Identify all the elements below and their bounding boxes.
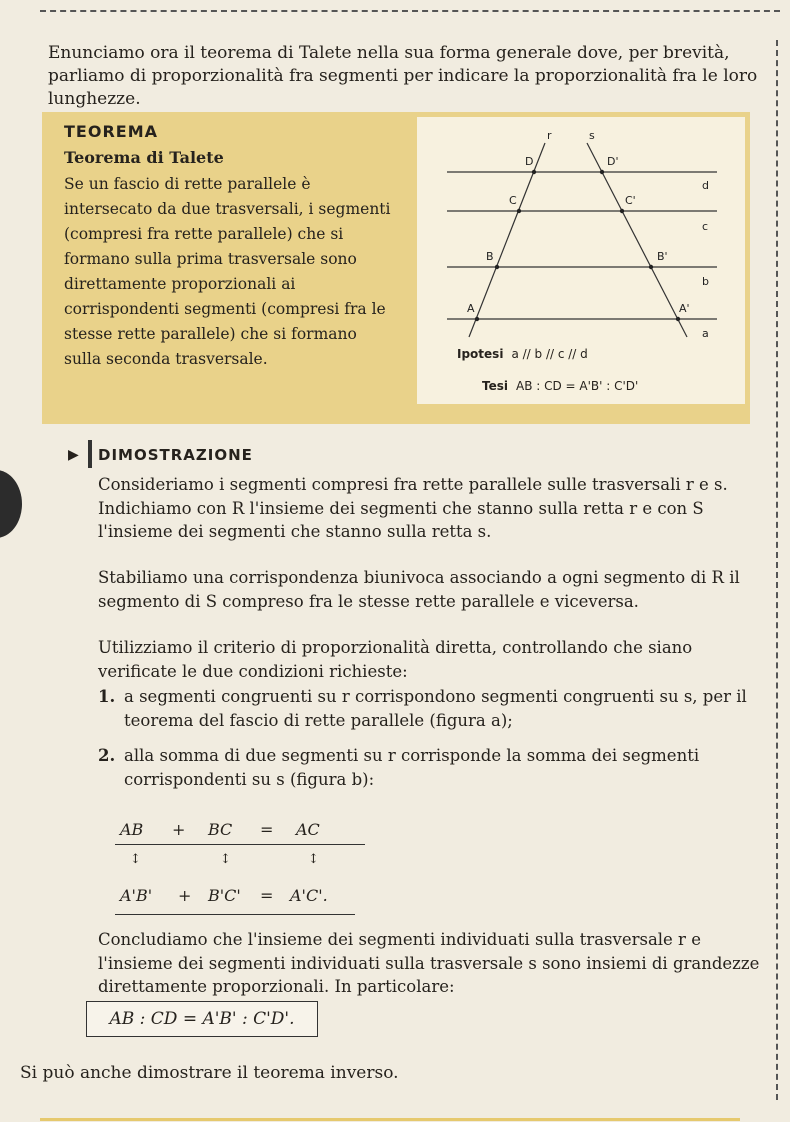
demo-paragraph-2: Stabiliamo una corrispondenza biunivoca associando a ogni segmento di R il segmento di S compreso fra le stesse rette parallele e viceversa. <box>98 568 740 611</box>
label-A: A <box>467 302 475 315</box>
point-B <box>495 265 499 269</box>
formula-term: AB <box>120 820 144 839</box>
demo-paragraph-3: Utilizziamo il criterio di proporzionalità diretta, controllando che siano verificate le due condizioni richieste: <box>98 638 693 681</box>
top-dashed-border <box>40 10 780 12</box>
correspondence-arrow: ↕ <box>308 852 319 867</box>
list-item <box>98 685 770 732</box>
ipotesi <box>457 347 588 361</box>
boxed-proportion: AB : CD = A'B' : C'D'. <box>86 1001 318 1037</box>
page-tab-marker <box>0 470 22 538</box>
correspondence-arrow: ↕ <box>130 852 141 867</box>
label-s: s <box>589 129 595 142</box>
ipotesi-label: Ipotesi <box>457 347 504 361</box>
correspondence-arrow: ↕ <box>220 852 231 867</box>
point-D-prime <box>600 170 604 174</box>
intro-paragraph: Enunciamo ora il teorema di Talete nella sua forma generale dove, per brevità, parliamo di proporzionalità fra segmenti per indicare la proporzionalità fra le loro lunghezze. <box>48 43 758 109</box>
label-C-prime: C' <box>625 194 636 207</box>
formula-op: = <box>260 820 274 839</box>
label-D: D <box>525 155 534 168</box>
final-remark: Si può anche dimostrare il teorema inverso. <box>20 1063 399 1083</box>
formula-bottom-row <box>120 886 370 910</box>
formula-underline <box>115 914 355 915</box>
thales-figure <box>417 117 745 404</box>
tesi-value: AB : CD = A'B' : C'D' <box>516 379 639 393</box>
point-A-prime <box>676 317 680 321</box>
list-item-text: alla somma di due segmenti su r corrisponde la somma dei segmenti corrispondenti su s (figura b): <box>124 746 700 789</box>
label-B: B <box>486 250 494 263</box>
ipotesi-value: a // b // c // d <box>511 347 588 361</box>
list-item-number: 2. <box>98 746 116 765</box>
formula-term: BC <box>208 820 233 839</box>
theorem-box <box>42 112 750 424</box>
tesi-label: Tesi <box>482 379 508 393</box>
conditions-list <box>98 685 770 803</box>
label-line-c: c <box>702 220 709 233</box>
theorem-name: Teorema di Talete <box>64 148 224 167</box>
right-dashed-border <box>776 40 778 1100</box>
theorem-statement: Se un fascio di rette parallele è intersecato da due trasversali, i segmenti (compresi fra rette parallele) che si formano sulla prima trasversale sono direttamente proporzionali ai corrispondenti segmenti (compresi fra le stesse rette parallele) che si formano sulla seconda trasversale. <box>64 175 391 368</box>
demo-paragraph-1: Consideriamo i segmenti compresi fra rette parallele sulle trasversali r e s. Indichiamo con R l'insieme dei segmenti che stanno sulla retta r e con S l'insieme dei segmenti che stanno sulla retta s. <box>98 475 728 541</box>
point-B-prime <box>649 265 653 269</box>
formula-arrow-row <box>120 852 370 876</box>
theorem-label: TEOREMA <box>64 122 158 141</box>
formula-term: A'C'. <box>290 886 328 905</box>
formula-rule <box>115 844 365 845</box>
formula-term: B'C' <box>208 886 241 905</box>
formula-term: AC <box>296 820 320 839</box>
label-C: C <box>509 194 517 207</box>
bottom-rule <box>40 1118 740 1121</box>
point-C <box>517 209 521 213</box>
play-arrow-icon: ▶ <box>68 447 79 463</box>
label-line-b: b <box>702 275 709 288</box>
list-item-number: 1. <box>98 687 116 706</box>
demo-title: DIMOSTRAZIONE <box>98 446 253 464</box>
tesi <box>482 379 638 393</box>
label-A-prime: A' <box>679 302 690 315</box>
label-line-d: d <box>702 179 709 192</box>
label-r: r <box>547 129 552 142</box>
label-B-prime: B' <box>657 250 668 263</box>
demo-paragraph-4: Concludiamo che l'insieme dei segmenti individuati sulla trasversale r e l'insieme dei segmenti individuati sulla trasversale s sono insiemi di grandezze direttamente proporzionali. In particolare: <box>98 930 760 996</box>
point-A <box>475 317 479 321</box>
point-C-prime <box>620 209 624 213</box>
point-D <box>532 170 536 174</box>
formula-op: + <box>178 886 192 905</box>
formula-op: = <box>260 886 274 905</box>
list-item-text: a segmenti congruenti su r corrispondono segmenti congruenti su s, per il teorema del fascio di rette parallele (figura a); <box>124 687 747 730</box>
list-item <box>98 744 770 791</box>
label-line-a: a <box>702 327 709 340</box>
label-D-prime: D' <box>607 155 619 168</box>
sum-formula <box>120 820 370 910</box>
section-bar <box>88 440 92 468</box>
formula-term: A'B' <box>120 886 153 905</box>
formula-op: + <box>172 820 186 839</box>
formula-top-row <box>120 820 370 844</box>
